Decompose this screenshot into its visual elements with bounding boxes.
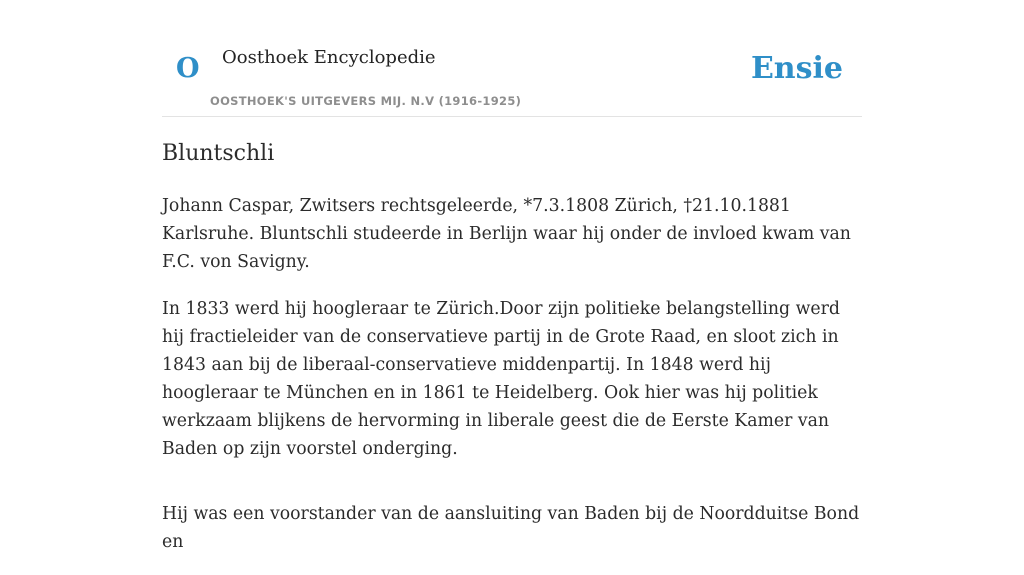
site-logo[interactable]: O — [176, 53, 200, 84]
page — [162, 0, 862, 552]
article-body — [162, 192, 862, 575]
article-paragraph: In 1833 werd hij hoogleraar te Zürich.Door zijn politieke belangstelling werd hij fractieleider van de conservatieve partij in de Grote Raad, en sloot zich in 1843 aan bij de liberaal-conservatieve middenpartij. In 1848 werd hij hoogleraar te München en in 1861 te Heidelberg. Ook hier was hij politiek werkzaam blijkens de hervorming in liberale geest die de Eerste Kamer van Baden op zijn voorstel onderging. — [162, 299, 840, 459]
article-paragraph: Johann Caspar, Zwitsers rechtsgeleerde, *7.3.1808 Zürich, †21.10.1881 Karlsruhe. Bluntschli studeerde in Berlijn waar hij onder de invloed kwam van F.C. von Savigny. — [162, 196, 851, 272]
site-header — [162, 0, 862, 117]
entry-title: Bluntschli — [162, 141, 275, 166]
publisher-label: OOSTHOEK'S UITGEVERS MIJ. N.V (1916-1925) — [210, 94, 522, 108]
ensie-brand-logo[interactable]: Ensie — [750, 51, 843, 86]
article-paragraph: Hij was een voorstander van de aansluiting van Baden bij de Noordduitse Bond en — [162, 504, 860, 552]
site-title[interactable]: Oosthoek Encyclopedie — [222, 47, 436, 68]
